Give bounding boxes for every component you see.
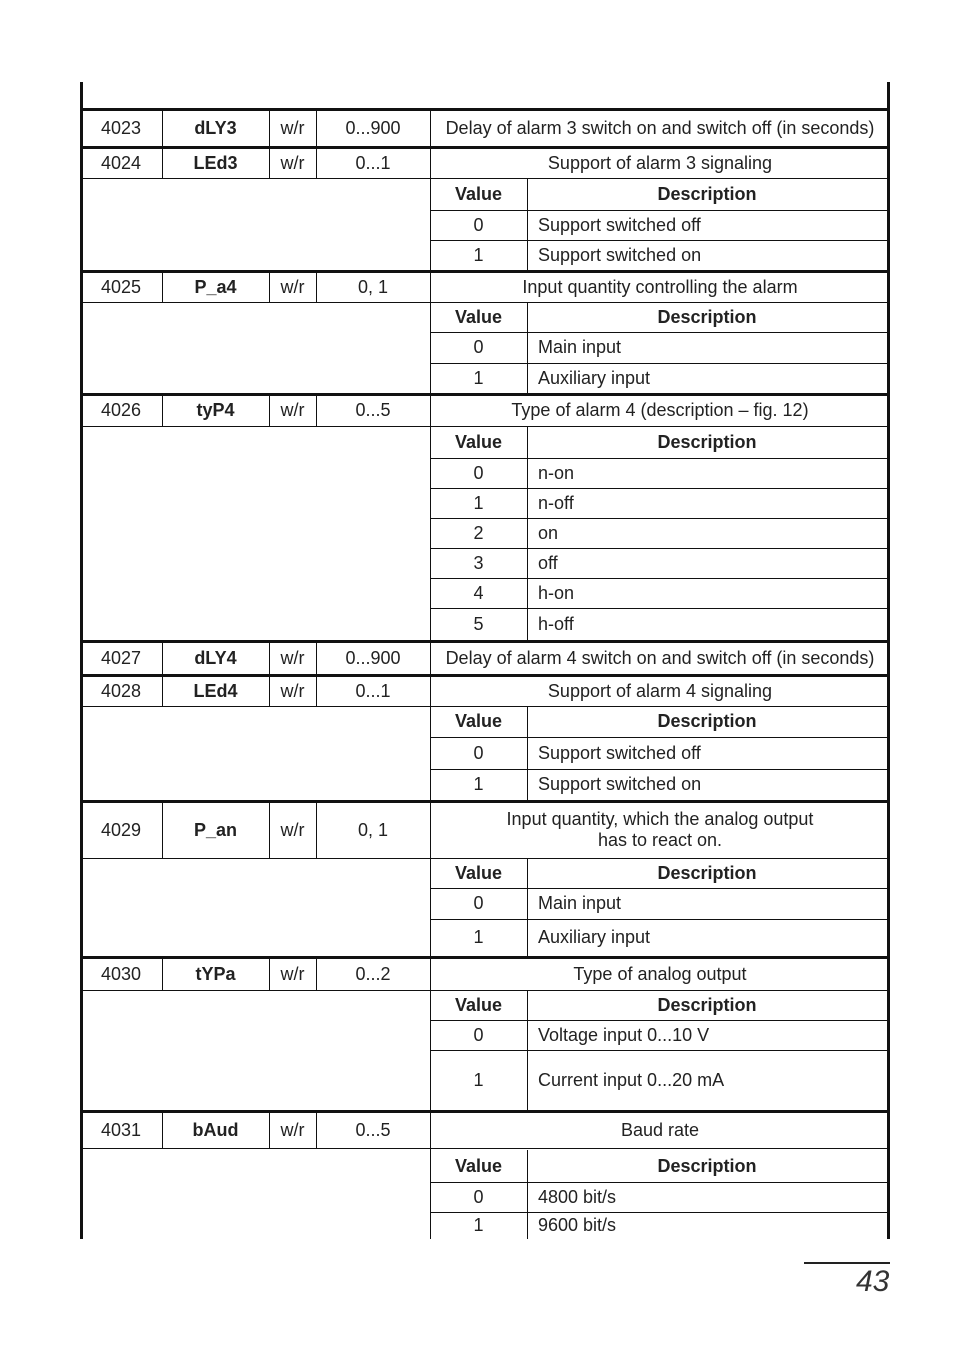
option-description: Support switched off bbox=[538, 214, 701, 235]
option-value: 1 bbox=[473, 492, 484, 513]
register-addr: 4026 bbox=[100, 400, 142, 420]
register-addr: 4028 bbox=[100, 680, 142, 701]
register-name: P_a4 bbox=[194, 276, 237, 297]
column-rule bbox=[430, 802, 431, 858]
option-description: h-on bbox=[538, 582, 575, 603]
register-row bbox=[80, 802, 890, 858]
option-description: on bbox=[538, 522, 559, 543]
register-range: 0...1 bbox=[355, 152, 391, 173]
register-rw: w/r bbox=[280, 680, 305, 701]
register-rw: w/r bbox=[280, 152, 305, 173]
register-row bbox=[80, 676, 890, 706]
register-row bbox=[80, 272, 890, 302]
option-description: Support switched on bbox=[538, 774, 702, 794]
option-row bbox=[430, 769, 887, 800]
column-rule bbox=[430, 110, 431, 146]
register-addr: 4029 bbox=[100, 819, 142, 840]
register-rw: w/r bbox=[280, 963, 305, 984]
register-description: Type of alarm 4 (description – fig. 12) bbox=[511, 400, 809, 420]
register-addr: 4030 bbox=[100, 963, 142, 984]
column-rule bbox=[527, 1150, 528, 1182]
register-addr: 4024 bbox=[100, 152, 142, 173]
register-name: dLY3 bbox=[194, 117, 237, 138]
column-rule bbox=[269, 1112, 270, 1148]
option-value: 1 bbox=[473, 1215, 484, 1235]
column-rule bbox=[316, 802, 317, 858]
register-description: Support of alarm 4 signaling bbox=[547, 680, 773, 701]
column-rule bbox=[269, 148, 270, 178]
register-row bbox=[80, 1112, 890, 1148]
register-addr: 4027 bbox=[100, 647, 142, 668]
option-header-row bbox=[430, 1150, 887, 1182]
column-rule bbox=[430, 178, 431, 270]
option-header-row bbox=[430, 426, 887, 458]
column-rule bbox=[316, 958, 317, 990]
option-row bbox=[430, 1182, 887, 1212]
option-value: 0 bbox=[473, 214, 484, 235]
column-rule bbox=[316, 110, 317, 146]
option-row bbox=[430, 608, 887, 640]
option-description: Auxiliary input bbox=[538, 927, 651, 947]
option-description-header: Description bbox=[657, 994, 757, 1015]
column-rule bbox=[430, 395, 431, 426]
column-rule bbox=[430, 706, 431, 800]
register-description: Baud rate bbox=[620, 1119, 700, 1140]
option-value: 3 bbox=[473, 552, 484, 573]
option-row bbox=[430, 888, 887, 919]
option-description-header: Description bbox=[657, 431, 757, 452]
option-row bbox=[430, 919, 887, 956]
column-rule bbox=[430, 1112, 431, 1148]
option-value: 5 bbox=[473, 613, 484, 634]
register-name: P_an bbox=[193, 819, 238, 840]
register-range: 0, 1 bbox=[357, 819, 389, 840]
column-rule bbox=[527, 769, 528, 800]
column-rule bbox=[527, 706, 528, 737]
register-addr: 4025 bbox=[100, 276, 142, 297]
register-rw: w/r bbox=[280, 647, 305, 668]
register-rw: w/r bbox=[280, 400, 305, 420]
option-row bbox=[430, 1050, 887, 1110]
register-description bbox=[430, 802, 890, 858]
column-rule bbox=[527, 458, 528, 488]
option-description: n-on bbox=[538, 462, 575, 483]
column-rule bbox=[527, 919, 528, 956]
register-rw: w/r bbox=[280, 819, 305, 840]
column-rule bbox=[162, 676, 163, 706]
register-name: bAud bbox=[192, 1119, 239, 1140]
option-row bbox=[430, 1020, 887, 1050]
register-row bbox=[80, 148, 890, 178]
option-row bbox=[430, 240, 887, 270]
option-value-header: Value bbox=[454, 183, 503, 204]
option-description: 9600 bit/s bbox=[538, 1215, 617, 1235]
register-description: Input quantity controlling the alarm bbox=[522, 276, 798, 297]
option-header-row bbox=[430, 302, 887, 332]
column-rule bbox=[527, 178, 528, 210]
option-value: 4 bbox=[473, 582, 484, 603]
register-addr: 4023 bbox=[100, 117, 142, 138]
option-value-header: Value bbox=[454, 862, 503, 883]
column-rule bbox=[527, 363, 528, 393]
column-rule bbox=[527, 737, 528, 769]
column-rule bbox=[162, 110, 163, 146]
register-row bbox=[80, 110, 890, 146]
column-rule bbox=[527, 548, 528, 578]
register-range: 0...900 bbox=[345, 647, 401, 668]
column-rule bbox=[162, 642, 163, 674]
page-number: 43 bbox=[856, 1265, 890, 1298]
option-value: 0 bbox=[473, 742, 484, 763]
column-rule bbox=[430, 642, 431, 674]
option-value: 0 bbox=[473, 337, 484, 357]
register-name: LEd3 bbox=[193, 152, 238, 173]
option-description: Main input bbox=[538, 893, 622, 913]
option-value: 0 bbox=[473, 1024, 484, 1045]
option-description: h-off bbox=[538, 613, 574, 634]
register-range: 0...2 bbox=[355, 963, 391, 984]
register-description-line: has to react on. bbox=[597, 830, 723, 850]
column-rule bbox=[527, 578, 528, 608]
column-rule bbox=[527, 1050, 528, 1110]
option-value: 0 bbox=[473, 1186, 484, 1207]
register-description: Support of alarm 3 signaling bbox=[547, 152, 773, 173]
register-range: 0...900 bbox=[345, 117, 401, 138]
row-rule bbox=[80, 1148, 890, 1149]
column-rule bbox=[316, 272, 317, 302]
register-name: dLY4 bbox=[194, 647, 237, 668]
option-value-header: Value bbox=[454, 994, 503, 1015]
register-table bbox=[80, 82, 890, 1239]
option-description: Main input bbox=[538, 337, 622, 357]
register-description: Type of analog output bbox=[573, 963, 747, 984]
option-row bbox=[430, 488, 887, 518]
option-value: 1 bbox=[473, 927, 484, 947]
column-rule bbox=[527, 858, 528, 888]
column-rule bbox=[527, 888, 528, 919]
option-description-header: Description bbox=[657, 183, 757, 204]
register-row bbox=[80, 958, 890, 990]
option-row bbox=[430, 363, 887, 393]
column-rule bbox=[527, 488, 528, 518]
option-description-header: Description bbox=[657, 711, 757, 731]
register-row bbox=[80, 642, 890, 674]
option-description: n-off bbox=[538, 492, 574, 513]
option-row bbox=[430, 548, 887, 578]
option-row bbox=[430, 737, 887, 769]
option-description: 4800 bit/s bbox=[538, 1186, 617, 1207]
register-range: 0...5 bbox=[355, 400, 391, 420]
column-rule bbox=[316, 1112, 317, 1148]
column-rule bbox=[162, 1112, 163, 1148]
option-value: 0 bbox=[473, 462, 484, 483]
option-description: Voltage input 0...10 V bbox=[538, 1024, 710, 1045]
option-header-row bbox=[430, 990, 887, 1020]
column-rule bbox=[527, 302, 528, 332]
column-rule bbox=[430, 148, 431, 178]
column-rule bbox=[527, 1182, 528, 1212]
option-value: 0 bbox=[473, 893, 484, 913]
column-rule bbox=[527, 608, 528, 640]
option-description: Current input 0...20 mA bbox=[538, 1069, 725, 1090]
column-rule bbox=[269, 110, 270, 146]
register-name: LEd4 bbox=[193, 680, 238, 701]
column-rule bbox=[269, 958, 270, 990]
column-rule bbox=[430, 858, 431, 956]
option-value: 2 bbox=[473, 522, 484, 543]
column-rule bbox=[527, 240, 528, 270]
column-rule bbox=[430, 676, 431, 706]
option-row bbox=[430, 1212, 887, 1239]
option-value-header: Value bbox=[454, 306, 503, 327]
option-row bbox=[430, 518, 887, 548]
register-rw: w/r bbox=[280, 276, 305, 297]
column-rule bbox=[527, 426, 528, 458]
option-value-header: Value bbox=[454, 431, 503, 452]
option-header-row bbox=[430, 178, 887, 210]
option-value-header: Value bbox=[454, 1155, 503, 1176]
column-rule bbox=[269, 272, 270, 302]
register-range: 0, 1 bbox=[357, 276, 389, 297]
column-rule bbox=[162, 395, 163, 426]
column-rule bbox=[162, 148, 163, 178]
column-rule bbox=[527, 990, 528, 1020]
column-rule bbox=[162, 802, 163, 858]
option-description: Support switched off bbox=[538, 742, 701, 763]
option-value: 1 bbox=[473, 244, 484, 265]
column-rule bbox=[527, 1020, 528, 1050]
register-range: 0...1 bbox=[355, 680, 391, 701]
column-rule bbox=[430, 990, 431, 1110]
option-header-row bbox=[430, 706, 887, 737]
page-number-rule bbox=[804, 1262, 890, 1264]
register-description: Delay of alarm 4 switch on and switch off (in seconds) bbox=[445, 647, 875, 668]
column-rule bbox=[430, 1148, 431, 1239]
option-row bbox=[430, 458, 887, 488]
register-description-line: Input quantity, which the analog output bbox=[506, 809, 814, 829]
option-description: Support switched on bbox=[538, 244, 702, 265]
column-rule bbox=[269, 676, 270, 706]
column-rule bbox=[269, 802, 270, 858]
option-row bbox=[430, 578, 887, 608]
option-value-header: Value bbox=[454, 711, 503, 731]
column-rule bbox=[269, 642, 270, 674]
option-row bbox=[430, 210, 887, 240]
column-rule bbox=[430, 302, 431, 393]
column-rule bbox=[527, 1212, 528, 1239]
register-range: 0...5 bbox=[355, 1119, 391, 1140]
column-rule bbox=[269, 395, 270, 426]
column-rule bbox=[430, 958, 431, 990]
column-rule bbox=[162, 272, 163, 302]
option-description: Auxiliary input bbox=[538, 367, 651, 388]
register-name: tYPa bbox=[195, 963, 236, 984]
column-rule bbox=[527, 518, 528, 548]
column-rule bbox=[527, 210, 528, 240]
column-rule bbox=[162, 958, 163, 990]
column-rule bbox=[316, 148, 317, 178]
option-value: 1 bbox=[473, 774, 484, 794]
column-rule bbox=[430, 426, 431, 640]
option-value: 1 bbox=[473, 1069, 484, 1090]
option-description: off bbox=[538, 552, 558, 573]
column-rule bbox=[316, 395, 317, 426]
register-rw: w/r bbox=[280, 1119, 305, 1140]
register-addr: 4031 bbox=[100, 1119, 142, 1140]
option-description-header: Description bbox=[657, 862, 757, 883]
register-row bbox=[80, 395, 890, 426]
option-row bbox=[430, 332, 887, 363]
column-rule bbox=[316, 642, 317, 674]
option-description-header: Description bbox=[657, 306, 757, 327]
column-rule bbox=[527, 332, 528, 363]
column-rule bbox=[430, 272, 431, 302]
register-rw: w/r bbox=[280, 117, 305, 138]
register-description: Delay of alarm 3 switch on and switch off (in seconds) bbox=[445, 117, 875, 138]
column-rule bbox=[316, 676, 317, 706]
option-description-header: Description bbox=[657, 1155, 757, 1176]
option-header-row bbox=[430, 858, 887, 888]
register-name: tyP4 bbox=[196, 400, 235, 420]
option-value: 1 bbox=[473, 367, 484, 388]
